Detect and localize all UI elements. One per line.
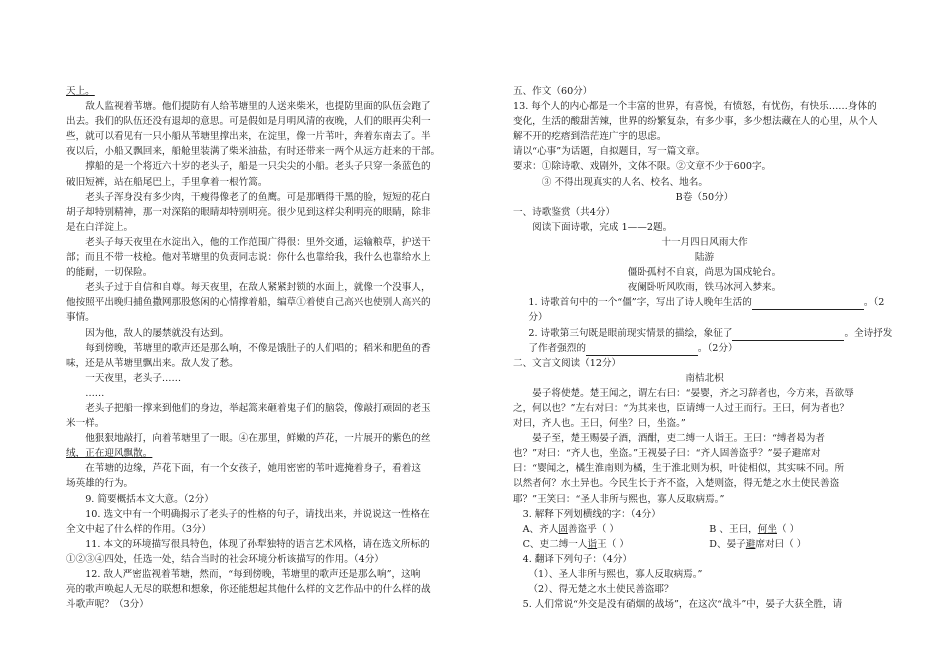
poem-line-2: 夜阑卧听风吹雨，铁马冰河入梦来。 — [627, 282, 782, 294]
question-3-row-1 — [513, 522, 896, 537]
passage-line: 胡子却特别精神，那一对深陷的眼睛却特别明亮。很少见到这样尖利明亮的眼睛，除非 — [66, 206, 431, 218]
passage-line: 夜以后，小船又飘回来，船舱里装满了柴米油盐，有时还带来一两个从远方赶来的干部。 — [66, 146, 441, 158]
passage-line: 亮的歌声唤起人无尽的联想和想象，你还能想起其他什么样的文艺作品中的什么样的战 — [66, 584, 431, 596]
passage-line: 是在白洋淀上。 — [66, 221, 134, 233]
passage-line: 10. 选文中有一个明确揭示了老头子的性格的句子，请找出来，并说说这一性格在 — [85, 508, 430, 520]
passage-line: 老头子每天夜里在水淀出入，他的工作范围广得很：里外交通，运输粮草，护送干 — [85, 236, 431, 248]
passage-line: 9. 简要概括本文大意。（2分） — [85, 493, 214, 505]
question-4-1: （1）、圣人非所与熙也，寡人反取病焉。” — [528, 569, 703, 580]
passage-line: 他狠狠地敲打，向着苇塘里了一眼。④在那里，鲜嫩的芦花，一片展开的紫色的丝 — [85, 433, 431, 445]
classical-line: 以然者何？水土异也。今民生长于齐不盗，入楚则盗，得无楚之水土使民善盗 — [513, 478, 840, 490]
classical-line: 之，何以也？”左右对曰：“为其来也，臣请缚一人过王而行。王曰，何为者也？ — [513, 402, 849, 414]
passage-line: 他按照平出晚归捕鱼撒网那股悠闲的心情撑着船，编草①着使自己高兴也使别人高兴的 — [66, 297, 431, 309]
passage-line: 老头子把船一撑来到他们的身边，举起篙来砸着鬼子们的脑袋，像敲打顽固的老玉 — [85, 402, 431, 414]
essay-heading: 五、作文（60分） — [513, 86, 593, 97]
passage-line: 出去。我们的队伍还没有退却的意思。可是假如是月明风清的夜晚，人们的眼再尖利一 — [66, 116, 431, 128]
classical-line: 也？”对曰：“齐人也，坐盗。”王视晏子曰：“齐人固善盗乎？”晏子避席对 — [513, 448, 821, 460]
classical-passage — [513, 386, 896, 507]
classical-line: 晏子将使楚。楚王闻之，谓左右曰：“晏婴，齐之习辞者也，今方来，吾欲辱 — [532, 387, 854, 399]
answer-blank[interactable] — [752, 298, 864, 310]
passage-line: 敌人监视着苇塘。他们提防有人给苇塘里的人送来柴米，也提防里面的队伍会跑了 — [85, 101, 431, 113]
essay-line: 变化，生活的酸甜苦辣，世界的纷繁复杂，有多少事，多少想法藏在人的心里，从个人 — [513, 116, 878, 128]
passage-line: 场英雄的行为。 — [66, 478, 134, 490]
answer-blank[interactable] — [586, 344, 698, 356]
passage-line: 些，就可以看见有一只小船从苇塘里撑出来，在淀里，像一片苇叶，奔着东南去了。半 — [66, 131, 431, 143]
poem-instruction: 阅读下面诗歌，完成 1——2题。 — [532, 221, 673, 233]
poem-title: 十一月四日风雨大作 — [661, 236, 748, 248]
question-4: 4. 翻译下列句子：（4分） — [522, 553, 633, 565]
passage-line: 全文中起了什么样的作用。（3分） — [66, 523, 212, 535]
poem-section-heading: 一、诗歌鉴赏（共4分） — [513, 206, 616, 218]
passage-line: 事情。 — [66, 312, 95, 324]
classical-section-heading: 二、文言文阅读（12分） — [513, 357, 622, 369]
question-2-cont: 了作者强烈的 。（2分） — [513, 341, 896, 356]
question-1: 1. 诗歌首句中的一个“僵”字，写出了诗人晚年生活的 。（2 — [513, 295, 896, 310]
passage-line: 的能耐，一切保险。 — [66, 267, 153, 279]
essay-line: 请以“心事”为话题，自拟题目，写一篇文章。 — [513, 146, 706, 158]
passage-line: 老头子浑身没有多少肉，干瘦得像老了的鱼鹰。可是那晒得干黑的脸，短短的花白 — [85, 191, 431, 203]
passage-line: 每到傍晚，苇塘里的歌声还是那么响，不像是饿肚子的人们唱的；稻米和肥鱼的香 — [85, 342, 431, 354]
classical-title: 南桔北枳 — [685, 372, 724, 384]
passage-line: 一天夜里，老头子…… — [85, 372, 182, 384]
essay-line: 13. 每个人的内心都是一个丰富的世界，有喜悦，有愤怒，有忧伤，有快乐……身体的 — [513, 101, 877, 113]
question-2: 2. 诗歌第三句既是眼前现实情景的描绘，象征了 。全诗抒发 — [513, 326, 896, 341]
passage-line: 撑船的是一个将近六十岁的老头子，船是一只尖尖的小船。老头子只穿一条蓝色的 — [85, 161, 431, 173]
left-column — [66, 84, 444, 612]
q3-item-b: B 、王曰，何坐（ ） — [709, 523, 800, 535]
essay-requirement-3: ③ 不得出现真实的人名、校名、地名。 — [541, 176, 708, 188]
poem-author: 陆游 — [694, 252, 715, 264]
poem-line-1: 僵卧孤村不自哀，尚思为国戍轮台。 — [627, 267, 782, 279]
q3-item-d: D、晏子避席对曰（ ） — [709, 538, 807, 550]
passage-line: …… — [85, 387, 105, 399]
passage-line: 味，还是从苇塘里飘出来。敌人发了愁。 — [66, 357, 239, 369]
passage-line: 斗歌声呢？（3分） — [66, 599, 149, 611]
question-5: 5. 人们常说“外交是没有硝烟的战场”，在这次“战斗”中，晏子大获全胜，请 — [522, 599, 843, 611]
classical-line: 对曰，齐人也。王曰，何坐？曰，坐盗。” — [513, 418, 686, 430]
classical-line: 曰：“婴闻之，橘生淮南则为橘，生于淮北则为枳，叶徒相似，其实味不同。所 — [513, 463, 845, 475]
q3-item-a: A、齐人固善盗乎（ ） — [522, 523, 619, 535]
right-column — [513, 84, 896, 612]
passage-line: 破旧短裤，站在船尾巴上，手里拿着一根竹篙。 — [66, 176, 268, 188]
question-3: 3. 解释下列划横线的字：（4分） — [522, 508, 661, 520]
passage-line: 部；而且不带一枝枪。他对苇塘里的负责同志说：你什么也靠给我，我什么也靠给水上 — [66, 252, 431, 264]
essay-prompt — [513, 99, 896, 174]
passage-line: 12. 敌人严密监视着苇塘，然而，“每到傍晚，苇塘里的歌声还是那么响”，这响 — [85, 569, 421, 580]
passage-line: 11. 本文的环境描写很具特色，体现了孙犁独特的语言艺术风格，请在选文所标的 — [85, 538, 430, 550]
passage-line: 老头子过于自信和自尊。每天夜里，在敌人紧紧封锁的水面上，就像一个没事人， — [85, 282, 431, 294]
question-3-row-2 — [513, 537, 896, 552]
classical-line: 耶？”王笑曰：“圣人非所与熙也，寡人反取病焉。” — [513, 493, 725, 505]
passage-line: 绒，正在迎风飘散。 — [66, 448, 153, 460]
passage-line: 天上。 — [66, 86, 95, 97]
question-1-points: 分） — [528, 312, 548, 324]
q3-item-c: C、吏二缚一人诣王（ ） — [522, 538, 629, 550]
section-b-title: B卷（50分） — [675, 191, 734, 203]
passage-line: 因为他，敌人的屡禁就没有达到。 — [85, 327, 230, 339]
classical-line: 晏子至，楚王赐晏子酒，酒酣，吏二缚一人诣王。王曰：“缚者曷为者 — [532, 433, 825, 445]
passage-line: 米一样。 — [66, 418, 105, 430]
passage-line: ①②③④四处，任选一处，结合当时的社会环境分析该描写的作用。（4分） — [66, 553, 384, 565]
essay-line: 解不开的疙瘩到浩茫连广宇的思虑。 — [513, 131, 667, 143]
answer-blank[interactable] — [732, 329, 844, 341]
essay-line: 要求：①除诗歌、戏剧外，文体不限。②文章不少于600字。 — [513, 161, 772, 173]
passage-line: 在苇塘的边缘，芦花下面，有一个女孩子，她用密密的苇叶遮掩着身子，看着这 — [85, 463, 421, 475]
question-4-2: （2）、得无楚之水土使民善盗耶？ — [528, 584, 674, 596]
